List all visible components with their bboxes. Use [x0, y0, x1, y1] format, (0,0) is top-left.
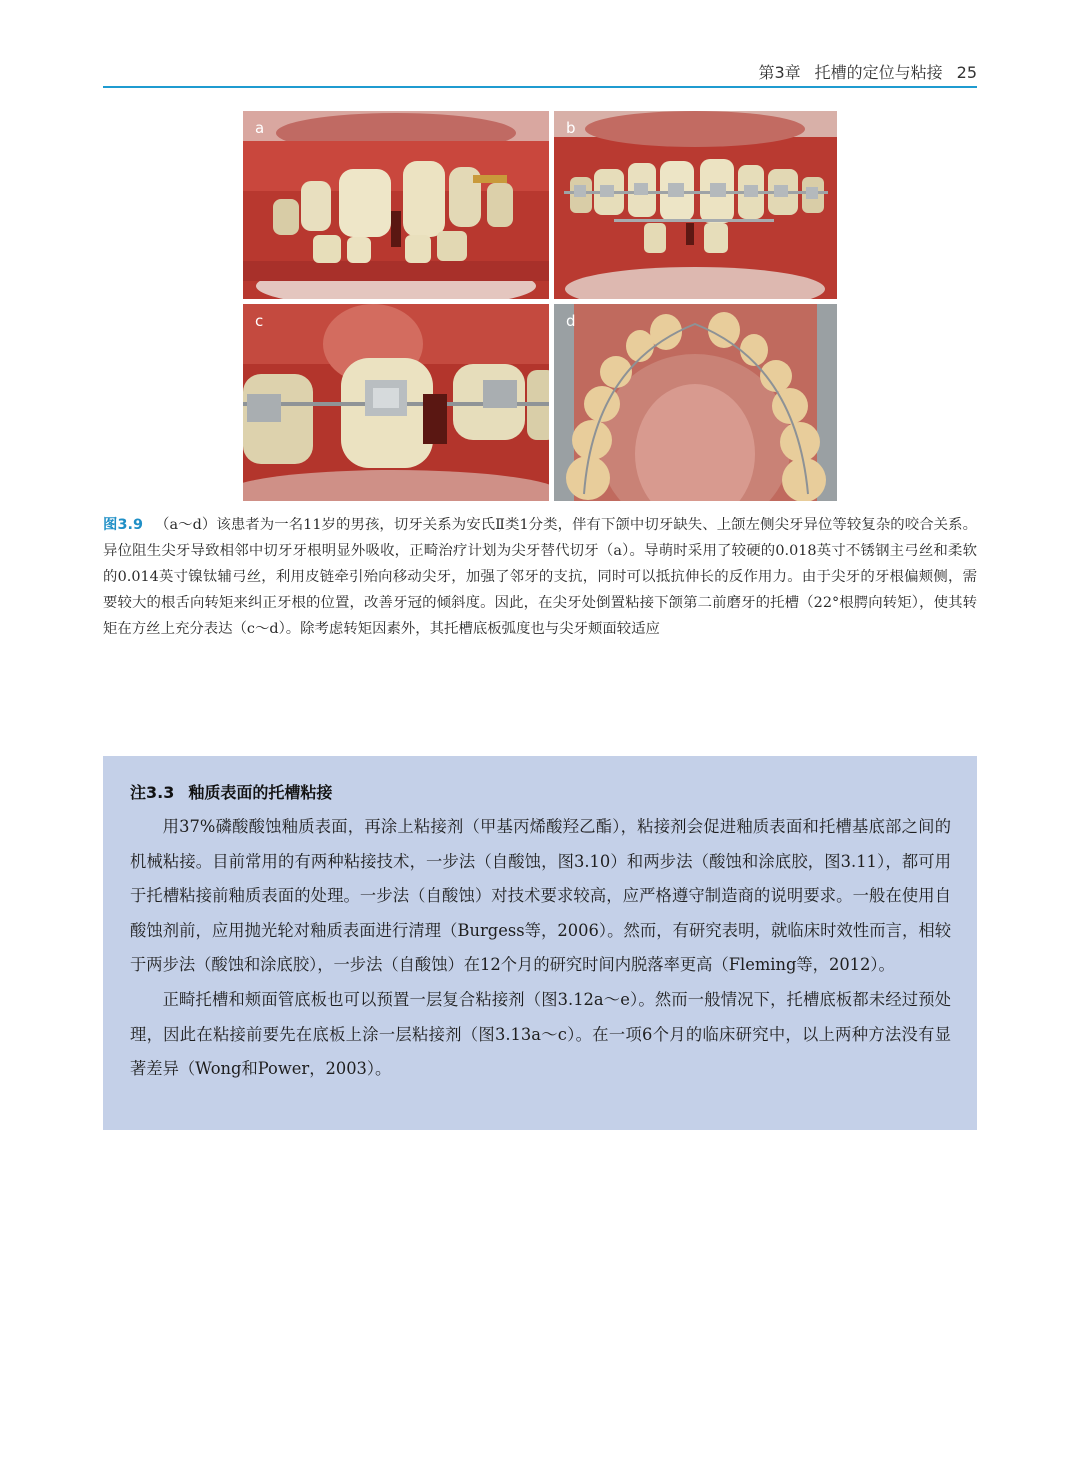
figure-panel-d — [554, 304, 837, 501]
panel-label-d: d — [566, 312, 576, 330]
running-header — [103, 56, 977, 88]
panel-label-a: a — [255, 119, 265, 137]
note-heading — [130, 776, 951, 810]
note-paragraph: 用37%磷酸酸蚀釉质表面，再涂上粘接剂（甲基丙烯酸羟乙酯），粘接剂会促进釉质表面和托槽基底部之间的机械粘接。目前常用的有两种粘接技术，一步法（自酸蚀，图3.10）和两步法（酸蚀和涂底胶，图3.11），都可用于托槽粘接前釉质表面的处理。一步法（自酸蚀）对技术要求较高，应严格遵守制造商的说明要求。一般在使用自酸蚀剂前，应用抛光轮对釉质表面进行清理（Burgess等，2006）。然而，有研究表明，就临床时效性而言，相较于两步法（酸蚀和涂底胶），一步法（自酸蚀）在12个月的研究时间内脱落率更高（Fleming等，2012）。 — [130, 817, 951, 975]
note-box — [103, 756, 977, 1130]
note-paragraph: 正畸托槽和颊面管底板也可以预置一层复合粘接剂（图3.12a～e）。然而一般情况下，托槽底板都未经过预处理，因此在粘接前要先在底板上涂一层粘接剂（图3.13a～c）。在一项6个月的临床研究中，以上两种方法没有显著差异（Wong和Power，2003）。 — [130, 989, 951, 1079]
figure-label: 图3.9 — [103, 517, 143, 533]
intraoral-photo-b — [554, 111, 837, 299]
note-title: 釉质表面的托槽粘接 — [188, 783, 333, 802]
caption-text: （a～d）该患者为一名11岁的男孩，切牙关系为安氏Ⅱ类1分类，伴有下颌中切牙缺失、上颌左侧尖牙异位等较复杂的咬合关系。异位阻生尖牙导致相邻中切牙牙根明显外吸收，正畸治疗计划为尖牙替代切牙（a）。导萌时采用了较硬的0.018英寸不锈钢主弓丝和柔软的0.014英寸镍钛辅弓丝，利用皮链牵引殆向移动尖牙，加强了邻牙的支抗，同时可以抵抗伸长的反作用力。由于尖牙的牙根偏颊侧，需要较大的根舌向转矩来纠正牙根的位置，改善牙冠的倾斜度。因此，在尖牙处倒置粘接下颌第二前磨牙的托槽（22°根腭向转矩），使其转矩在方丝上充分表达（c～d）。除考虑转矩因素外，其托槽底板弧度也与尖牙颊面较适应 — [103, 517, 978, 637]
note-number: 注3.3 — [130, 783, 175, 802]
figure-caption — [103, 512, 977, 642]
panel-label-c: c — [255, 312, 264, 330]
intraoral-photo-a — [243, 111, 549, 299]
chapter-title: 托槽的定位与粘接 — [814, 63, 943, 82]
intraoral-photo-c — [243, 304, 549, 501]
figure-panel-c — [243, 304, 549, 501]
figure-panel-b — [554, 111, 837, 299]
intraoral-photo-d — [554, 304, 837, 501]
figure-panel-a — [243, 111, 549, 299]
header-text — [758, 60, 977, 83]
chapter-number: 第3章 — [758, 63, 801, 82]
panel-label-b: b — [566, 119, 576, 137]
page-number: 25 — [956, 63, 977, 82]
